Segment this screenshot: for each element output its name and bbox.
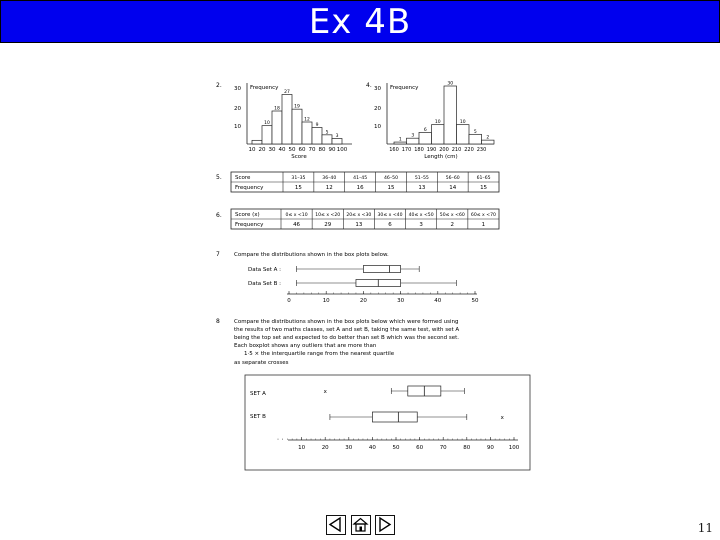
x-tick-label: 90	[328, 147, 336, 153]
histogram-bar	[457, 125, 470, 144]
table-cell: 13	[418, 185, 426, 191]
table-cell: 6	[388, 222, 392, 228]
histogram-bar	[444, 86, 457, 144]
box	[372, 412, 417, 422]
home-icon	[352, 516, 369, 533]
x-tick-label: 160	[389, 147, 399, 153]
row-heading: Score (x)	[235, 212, 260, 218]
box	[363, 266, 400, 273]
table-cell: 3	[419, 222, 423, 228]
axis-label: 30	[397, 298, 405, 304]
q8-line: as separate crosses	[234, 360, 289, 366]
bar-label: 1	[398, 137, 402, 143]
axis-label: 10	[322, 298, 330, 304]
table-header-cell: 40≤ x <50	[408, 213, 434, 218]
table-cell: 15	[294, 185, 302, 191]
table-header-cell: 50≤ x <60	[439, 213, 465, 218]
x-tick-label: 60	[298, 147, 306, 153]
bar-label: 3	[411, 133, 415, 139]
axis-label: 20	[359, 298, 367, 304]
histogram-bar	[482, 140, 495, 144]
q4-xlabel: Length (cm)	[424, 154, 458, 160]
table-cell: 16	[356, 185, 364, 191]
bar-label: 18	[274, 106, 280, 112]
x-tick-label: 40	[278, 147, 286, 153]
q8-set-b-label: SET B	[250, 414, 266, 420]
slide-title: Ex 4B	[308, 2, 412, 42]
axis-label: 70	[439, 445, 447, 451]
table-header-cell: 41–45	[353, 176, 368, 181]
q8-line: Each boxplot shows any outliers that are more than	[234, 343, 377, 349]
axis-label: 90	[486, 445, 494, 451]
bar-label: 3	[335, 134, 339, 139]
q6-number: 6.	[216, 212, 222, 219]
table-cell: 29	[324, 222, 332, 228]
axis-label: 80	[463, 445, 471, 451]
histogram-bar	[262, 126, 272, 144]
bar-label: 10	[434, 120, 441, 126]
row-heading: Frequency	[235, 222, 264, 228]
q8-number: 8	[216, 318, 220, 325]
q7-number: 7	[216, 251, 220, 258]
table-header-cell: 30≤ x <40	[377, 213, 403, 218]
table-header-cell: 20≤ x <30	[346, 213, 372, 218]
previous-slide-button[interactable]	[326, 515, 346, 535]
table-header-cell: 31–35	[291, 176, 306, 181]
home-button[interactable]	[351, 515, 371, 535]
outlier-mark: x	[323, 389, 327, 395]
axis-label: 40	[434, 298, 442, 304]
histogram-bar	[292, 109, 302, 144]
q2-histogram	[216, 82, 352, 160]
table-cell: 46	[293, 222, 301, 228]
x-tick-label: 230	[476, 147, 487, 153]
q7-set-a-label: Data Set A :	[248, 267, 282, 273]
histogram-bar	[282, 95, 292, 145]
histogram-bar	[469, 134, 482, 144]
row-heading: Frequency	[235, 185, 264, 191]
x-tick-label: 100	[336, 147, 348, 153]
next-slide-button[interactable]	[375, 515, 395, 535]
q5-number: 5.	[216, 174, 222, 181]
histogram-bar	[432, 125, 445, 144]
axis-label: 20	[321, 445, 329, 451]
q2-xlabel: Score	[291, 154, 307, 160]
axis-label: 60	[416, 445, 424, 451]
q4-number: 4.	[366, 82, 372, 89]
q2-ytick: 10	[234, 124, 241, 130]
x-tick-label: 10	[248, 147, 256, 153]
table-header-cell: 10≤ x <20	[315, 213, 341, 218]
q8-boxplots	[216, 318, 530, 470]
axis-label: 0	[287, 298, 291, 304]
q8-line: Compare the distributions shown in the box plots below which were formed using	[234, 319, 459, 325]
histogram-bar	[407, 138, 420, 144]
x-tick-label: 70	[308, 147, 316, 153]
table-cell: 1	[481, 222, 486, 228]
bar-label: 27	[284, 90, 290, 95]
histogram-bar	[252, 140, 262, 144]
q8-line: being the top set and expected to do better than set B which was the second set.	[234, 335, 460, 341]
bar-label: 10	[264, 121, 270, 127]
table-header-cell: 0≤ x <10	[285, 213, 308, 218]
triangle-right-icon	[376, 516, 393, 533]
axis-label: 50	[392, 445, 400, 451]
q6-table	[231, 209, 499, 229]
x-tick-label: 170	[401, 147, 412, 153]
q7-boxplots	[216, 251, 479, 304]
bar-label: 6	[423, 127, 427, 133]
bar-label: 10	[459, 120, 466, 126]
histogram-bar	[419, 132, 432, 144]
q8-frame	[245, 375, 530, 470]
q4-ytick: 20	[374, 106, 381, 112]
table-cell: 2	[450, 222, 455, 228]
triangle-left-icon	[327, 516, 344, 533]
axis-label: 40	[368, 445, 376, 451]
q4-ytick: 10	[374, 124, 381, 130]
x-tick-label: 30	[268, 147, 276, 153]
x-tick-label: 210	[451, 147, 462, 153]
q2-number: 2.	[216, 82, 222, 89]
bar-label: 19	[294, 104, 300, 110]
row-heading: Score	[235, 175, 251, 181]
bar-label: 12	[304, 117, 310, 123]
axis-label: 100	[508, 445, 520, 451]
table-cell: 15	[480, 185, 488, 191]
exercise-sheet-svg	[212, 72, 520, 472]
histogram-bar	[322, 135, 332, 144]
exercise-sheet	[212, 72, 520, 472]
table-header-cell: 61–65	[476, 176, 491, 181]
table-header-cell: 60≤ x <70	[470, 213, 496, 218]
q8-line: 1·5 × the interquartile range from the nearest quartile	[244, 351, 395, 357]
bar-label: 9	[315, 123, 319, 128]
table-cell: 14	[449, 185, 457, 191]
q4-ylabel: Frequency	[390, 85, 419, 91]
q5-table	[231, 172, 499, 192]
x-tick-label: 80	[318, 147, 326, 153]
q4-ytick: 30	[374, 86, 381, 92]
q7-text: Compare the distributions shown in the box plots below.	[234, 252, 389, 258]
q8-line: the results of two maths classes, set A and set B, taking the same test, with set A	[234, 327, 460, 333]
histogram-bar	[332, 139, 342, 145]
x-tick-label: 200	[439, 147, 449, 153]
histogram-bar	[312, 128, 322, 145]
q8-set-a-label: SET A	[250, 391, 266, 397]
q4-histogram	[366, 81, 494, 161]
table-header-cell: 46–50	[384, 176, 398, 181]
x-tick-label: 180	[414, 147, 424, 153]
axis-label: 50	[471, 298, 479, 304]
table-header-cell: 51–55	[414, 176, 429, 181]
page-number: 11	[697, 521, 713, 535]
bar-label: 2	[486, 135, 490, 141]
x-tick-label: 20	[258, 147, 266, 153]
table-header-cell: 36–40	[322, 176, 337, 181]
q2-ytick: 20	[234, 106, 241, 112]
q2-ylabel: Frequency	[250, 85, 279, 91]
bar-label: 30	[447, 81, 454, 87]
table-header-cell: 56–60	[445, 176, 460, 181]
q7-set-b-label: Data Set B :	[248, 281, 282, 287]
x-tick-label: 190	[426, 147, 437, 153]
q2-ytick: 30	[234, 86, 241, 92]
histogram-bar	[272, 111, 282, 144]
x-tick-label: 50	[288, 147, 296, 153]
axis-label: 10	[298, 445, 306, 451]
bar-label: 5	[325, 130, 329, 136]
table-cell: 15	[387, 185, 395, 191]
title-bar	[0, 0, 720, 43]
outlier-mark: x	[500, 415, 504, 421]
bar-label: 5	[473, 129, 477, 135]
x-tick-label: 220	[464, 147, 474, 153]
table-cell: 13	[355, 222, 363, 228]
table-cell: 12	[325, 185, 333, 191]
histogram-bar	[302, 122, 312, 144]
axis-label: 30	[345, 445, 353, 451]
